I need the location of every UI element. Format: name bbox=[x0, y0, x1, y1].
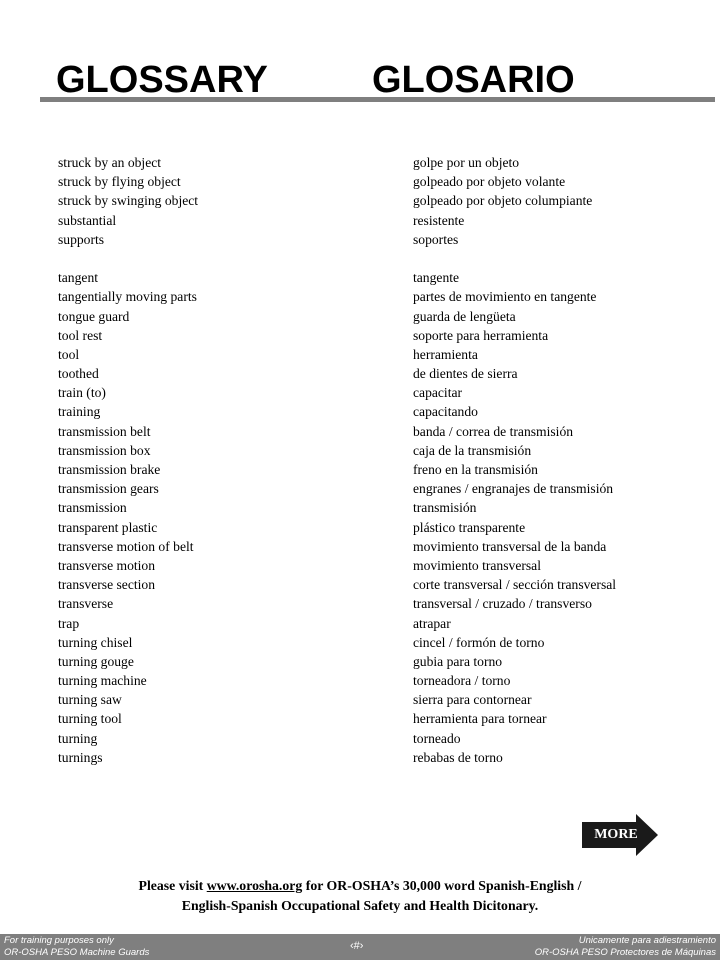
footer-right bbox=[535, 935, 716, 959]
term-english: struck by an object bbox=[58, 155, 162, 170]
term-spanish: partes de movimiento en tangente bbox=[413, 289, 597, 305]
more-button[interactable] bbox=[582, 814, 658, 856]
term-english: transmission belt bbox=[58, 423, 151, 439]
term-spanish: capacitar bbox=[413, 385, 463, 401]
notice-text-before: Please visit bbox=[138, 878, 207, 893]
term-spanish: atrapar bbox=[413, 615, 451, 631]
glossary-row bbox=[0, 422, 720, 441]
term-spanish: golpeado por objeto volante bbox=[413, 174, 566, 190]
term-english: struck by swinging object bbox=[58, 193, 199, 209]
footer-course-name-es: OR-OSHA PESO Protectores de Máquinas bbox=[534, 947, 716, 958]
term-spanish: golpe por un objeto bbox=[413, 155, 520, 170]
term-english: turning gouge bbox=[58, 653, 134, 669]
glossary-row bbox=[0, 402, 720, 421]
glossary-row bbox=[0, 364, 720, 383]
term-spanish: cincel / formón de torno bbox=[413, 634, 545, 650]
term-spanish: movimiento transversal de la banda bbox=[413, 538, 607, 554]
glossary-row bbox=[0, 268, 720, 287]
glossary-row bbox=[0, 191, 720, 210]
footer-training-note: For training purposes only bbox=[4, 935, 114, 946]
term-english: transparent plastic bbox=[58, 519, 158, 535]
more-button-label: MORE bbox=[594, 827, 638, 842]
glossary-row bbox=[0, 498, 720, 517]
term-english: tangentially moving parts bbox=[58, 289, 197, 305]
glossary-row bbox=[0, 230, 720, 249]
term-english: tool bbox=[58, 346, 80, 362]
page-title-english: GLOSSARY bbox=[56, 59, 268, 101]
footer-course-name: OR-OSHA PESO Machine Guards bbox=[4, 947, 150, 958]
term-spanish: sierra para contornear bbox=[413, 692, 532, 708]
page-number: ‹#› bbox=[350, 940, 364, 952]
glossary-row bbox=[0, 537, 720, 556]
term-english: turning machine bbox=[58, 673, 147, 689]
page-title-spanish: GLOSARIO bbox=[372, 59, 575, 101]
glossary-row bbox=[0, 153, 720, 172]
term-english: turning chisel bbox=[58, 634, 133, 650]
term-english: turning tool bbox=[58, 711, 122, 727]
term-spanish: transversal / cruzado / transverso bbox=[413, 596, 592, 612]
glossary-row bbox=[0, 748, 720, 767]
term-spanish: banda / correa de transmisión bbox=[413, 423, 574, 439]
notice-text-after: for OR-OSHA’s 30,000 word Spanish-English / bbox=[302, 878, 582, 893]
glossary-list bbox=[0, 153, 720, 767]
term-spanish: engranes / engranajes de transmisión bbox=[413, 481, 614, 497]
footer-left bbox=[4, 935, 149, 959]
dictionary-notice bbox=[60, 876, 660, 916]
term-spanish: freno en la transmisión bbox=[413, 462, 538, 477]
term-spanish: herramienta bbox=[413, 346, 478, 362]
term-english: trap bbox=[58, 615, 80, 631]
term-spanish: guarda de lengüeta bbox=[413, 308, 516, 324]
group-spacer bbox=[0, 249, 720, 268]
term-english: tool rest bbox=[58, 327, 103, 343]
term-english: transverse section bbox=[58, 577, 156, 593]
term-english: tongue guard bbox=[58, 308, 130, 324]
term-spanish: transmisión bbox=[413, 500, 477, 516]
glossary-row bbox=[0, 383, 720, 402]
glossary-row bbox=[0, 690, 720, 709]
glossary-row bbox=[0, 211, 720, 230]
notice-text-line2: English-Spanish Occupational Safety and Health Dicitonary. bbox=[181, 898, 539, 913]
term-english: toothed bbox=[58, 366, 99, 382]
term-spanish: rebabas de torno bbox=[413, 749, 503, 765]
term-spanish: soporte para herramienta bbox=[413, 327, 549, 343]
term-spanish: torneado bbox=[413, 730, 461, 746]
term-english: transmission bbox=[58, 500, 127, 516]
term-spanish: golpeado por objeto columpiante bbox=[413, 193, 593, 209]
term-english: transmission gears bbox=[58, 481, 159, 497]
glossary-row bbox=[0, 287, 720, 306]
term-spanish: de dientes de sierra bbox=[413, 366, 518, 382]
glossary-row bbox=[0, 479, 720, 498]
glossary-row bbox=[0, 307, 720, 326]
glossary-row bbox=[0, 345, 720, 364]
term-english: supports bbox=[58, 231, 105, 247]
term-english: transmission brake bbox=[58, 462, 161, 477]
term-english: turnings bbox=[58, 749, 103, 765]
term-english: struck by flying object bbox=[58, 174, 181, 190]
term-spanish: capacitando bbox=[413, 404, 478, 420]
term-english: tangent bbox=[58, 270, 99, 286]
term-english: transmission box bbox=[58, 442, 151, 458]
glossary-row bbox=[0, 633, 720, 652]
glossary-row bbox=[0, 172, 720, 191]
term-spanish: torneadora / torno bbox=[413, 673, 511, 689]
glossary-row bbox=[0, 729, 720, 748]
term-english: train (to) bbox=[58, 385, 106, 401]
term-english: substantial bbox=[58, 212, 117, 228]
glossary-row bbox=[0, 460, 720, 479]
term-spanish: resistente bbox=[413, 212, 465, 228]
term-spanish: soportes bbox=[413, 231, 459, 247]
glossary-row bbox=[0, 709, 720, 728]
glossary-row bbox=[0, 652, 720, 671]
term-english: turning saw bbox=[58, 692, 122, 708]
glossary-row bbox=[0, 556, 720, 575]
term-spanish: gubia para torno bbox=[413, 653, 503, 669]
term-english: transverse bbox=[58, 596, 114, 612]
term-spanish: plástico transparente bbox=[413, 519, 526, 535]
glossary-row bbox=[0, 518, 720, 537]
glossary-row bbox=[0, 671, 720, 690]
glossary-row bbox=[0, 575, 720, 594]
glossary-row bbox=[0, 326, 720, 345]
term-spanish: movimiento transversal bbox=[413, 557, 541, 573]
term-english: transverse motion bbox=[58, 557, 156, 573]
glossary-row bbox=[0, 614, 720, 633]
orosha-link[interactable]: www.orosha.org bbox=[206, 878, 303, 893]
glossary-row bbox=[0, 594, 720, 613]
term-spanish: corte transversal / sección transversal bbox=[413, 577, 617, 593]
term-english: training bbox=[58, 404, 101, 420]
term-english: transverse motion of belt bbox=[58, 538, 194, 554]
footer-bar bbox=[0, 934, 720, 960]
term-spanish: tangente bbox=[413, 270, 460, 286]
term-english: turning bbox=[58, 730, 98, 746]
glossary-row bbox=[0, 441, 720, 460]
term-spanish: herramienta para tornear bbox=[413, 711, 547, 727]
footer-training-note-es: Unicamente para adiestramiento bbox=[578, 935, 716, 946]
term-spanish: caja de la transmisión bbox=[413, 442, 532, 458]
